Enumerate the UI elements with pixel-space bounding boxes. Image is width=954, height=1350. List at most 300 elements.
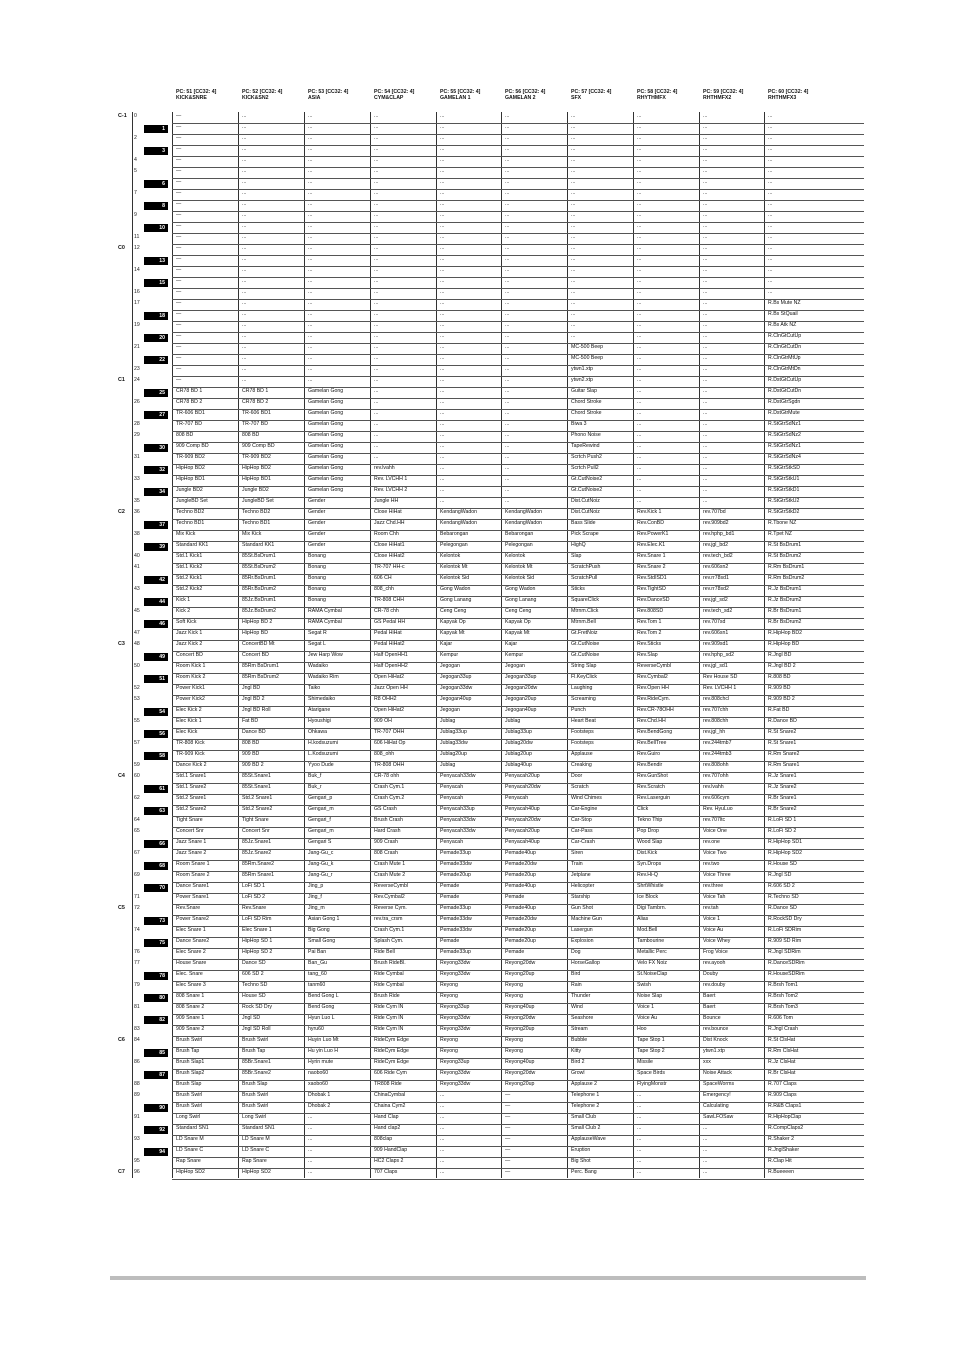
table-cell: Kelontok Mt [440,564,468,570]
table-cell: ... [571,311,576,317]
table-cell: hyru60 [308,1026,324,1032]
table-cell: Techno BD1 [176,520,205,526]
table-cell: R.Rm BsDrum2 [768,575,805,581]
table-cell: Gt.FretNoiz [571,630,598,636]
table-cell: Gamelan Gong [308,487,344,493]
table-cell: ... [703,1147,708,1153]
table-cell: Bubble [571,1037,588,1043]
table-cell: Jegogan33up [440,674,472,680]
table-cell: Dance BD [242,729,266,735]
table-cell: ... [637,1158,642,1164]
table-cell: Brush Swirl [242,1092,269,1098]
table-cell: Jegogan33up [505,674,537,680]
column-pc: PC: 57 [CC32: 4] [571,89,612,95]
table-cell: Buk_f [308,773,322,779]
table-cell: Rev.BendGong [637,729,673,735]
table-cell: R.Clap Hit [768,1158,792,1164]
table-cell: Reyong20dw [505,1015,536,1021]
table-cell: rev.707ohh [703,773,729,779]
table-cell: Brush Slap [176,1081,202,1087]
table-cell: ... [571,234,576,240]
table-cell: ... [703,454,708,460]
table-cell: Jegogan [440,663,460,669]
table-cell: Reyong33up [440,1004,470,1010]
black-key-number: 94 [144,1148,168,1156]
table-cell: ... [571,256,576,262]
column-pc: PC: 54 [CC32: 4] [374,89,415,95]
black-key-number: 78 [144,972,168,980]
table-cell: ... [768,179,773,185]
table-cell: Long Swirl [242,1114,267,1120]
table-cell: ... [703,190,708,196]
table-cell: — [176,366,182,372]
column-kit-name: RHYTHMFX [637,95,666,102]
table-cell: HipHop SD2 [176,1169,205,1175]
table-cell: 909 Comp BD [242,443,275,449]
table-cell: ... [308,168,313,174]
table-cell: Dance Snare1 [176,883,210,889]
table-cell: TR-808 Kick [176,740,205,746]
table-cell: Jublag [440,762,456,768]
table-cell: Tight Snare [242,817,269,823]
table-cell: Emergency! [703,1092,731,1098]
table-cell: Rev. LVCHH 1 [374,476,408,482]
white-key-number: 71 [134,894,140,900]
table-cell: rev.three [703,883,724,889]
table-cell: ... [440,399,445,405]
black-key-number: 13 [144,257,168,265]
table-cell: Elec Snare 2 [176,949,206,955]
black-key-number: 10 [144,224,168,232]
white-key-number: 41 [134,564,140,570]
table-cell: TR-909 BD2 [176,454,205,460]
table-cell: ... [440,432,445,438]
table-cell: ... [440,245,445,251]
table-cell: — [505,1147,511,1153]
table-cell: ... [374,113,379,119]
table-cell: Power Snare2 [176,916,209,922]
table-cell: Click [637,806,649,812]
table-cell: ... [703,498,708,504]
table-cell: 85Jz.BsDrum2 [242,608,277,614]
table-cell: ... [637,399,642,405]
white-key-number: 59 [134,762,140,768]
black-key-number: 32 [144,466,168,474]
table-cell: ... [374,201,379,207]
table-cell: ... [637,234,642,240]
table-cell: Car-Pass [571,828,593,834]
table-cell: ... [505,388,510,394]
table-cell: R.StGtrSdNz4 [768,454,801,460]
table-cell: Wood Slap [637,839,663,845]
table-cell: HipHop BD1 [176,476,205,482]
black-key-number: 27 [144,411,168,419]
table-cell: ... [308,333,313,339]
black-key-number: 22 [144,356,168,364]
table-cell: — [176,355,182,361]
table-cell: Tambourine [637,938,665,944]
table-cell: 909 Comp BD [176,443,209,449]
table-cell: Machine Gun [571,916,602,922]
table-cell: Gong Lanang [440,597,472,603]
table-cell: Rev. HyuLuo [703,806,733,812]
table-cell: Shimedaiko [308,696,336,702]
table-cell: Baert [703,1004,716,1010]
table-cell: Gong Wadon [440,586,471,592]
table-cell: ... [703,245,708,251]
black-key-number: 58 [144,752,168,760]
table-cell: ... [637,168,642,174]
table-cell: ... [768,267,773,273]
table-cell: ... [703,410,708,416]
table-cell: ... [374,311,379,317]
table-cell: ... [242,146,247,152]
table-cell: R.St BsDrum1 [768,542,802,548]
white-key-number: 77 [134,960,140,966]
table-cell: Close HiHat [374,509,402,515]
white-key-number: 0 [134,113,137,119]
table-cell: ... [505,366,510,372]
white-key-number: 86 [134,1059,140,1065]
table-cell: R.LoFi SD 1 [768,817,797,823]
table-cell: GS Pedal HH [374,619,406,625]
table-cell: TR-707 OHH [374,729,405,735]
table-cell: CR78 BD 2 [242,399,269,405]
table-cell: Splash Cym. [374,938,404,944]
table-cell: ... [374,245,379,251]
table-cell: ... [242,333,247,339]
table-cell: R.CompClaps2 [768,1125,804,1131]
table-cell: ... [440,1092,445,1098]
table-cell: Reyong33dw [440,971,471,977]
table-cell: Kempur [505,652,524,658]
white-key-number: 33 [134,476,140,482]
table-cell: ... [703,355,708,361]
table-cell: ... [440,135,445,141]
table-cell: ... [242,124,247,130]
table-cell: Gamelan Gong [308,399,344,405]
table-cell: ... [637,355,642,361]
table-cell: ... [505,113,510,119]
table-cell: Train [571,861,583,867]
table-cell: R.Brsh Tom3 [768,1004,798,1010]
table-cell: ... [440,344,445,350]
table-cell: ... [571,267,576,273]
table-cell: ... [637,1125,642,1131]
table-cell: ... [505,487,510,493]
table-cell: 808 Snare 1 [176,993,205,999]
table-cell: HipHop BD 2 [242,619,273,625]
table-cell: R.St Snare1 [768,740,797,746]
table-cell: ... [440,168,445,174]
table-cell: rev.808ohh [703,762,729,768]
table-cell: TR-707 BD [242,421,268,427]
table-cell: Pemade [440,883,460,889]
table-cell: Brush Slap2 [176,1070,205,1076]
table-cell: Noise Slap [637,993,663,999]
table-cell: Rock SD Dry [242,1004,272,1010]
table-cell: Applause 2 [571,1081,597,1087]
black-key-number: 70 [144,884,168,892]
table-cell: ... [703,223,708,229]
table-cell: 85St.Snare1 [242,784,271,790]
table-cell: ... [768,212,773,218]
table-cell: ... [505,179,510,185]
table-cell: rev.jgl_hh [703,729,726,735]
table-cell: ... [768,201,773,207]
table-cell: rev.909sd1 [703,641,729,647]
table-cell: Bonang [308,597,326,603]
white-key-number: 21 [134,344,140,350]
table-cell: Ceng Ceng [505,608,532,614]
table-cell: 909 OH [374,718,392,724]
table-cell: — [176,344,182,350]
table-cell: R.ClnGtCutUp [768,333,802,339]
table-cell: R.Jngl BD 2 [768,663,796,669]
table-cell: Buk_r [308,784,322,790]
table-cell: rev.606cym [703,795,730,801]
white-key-number: 14 [134,267,140,273]
table-cell: ... [308,1147,313,1153]
table-cell: 808 BD [176,432,194,438]
table-cell: 909 HandClap [374,1147,408,1153]
table-cell: R.707 Claps [768,1081,797,1087]
black-key-number: 34 [144,488,168,496]
table-cell: R.808 BD [768,674,791,680]
table-cell: ... [440,1158,445,1164]
table-cell: ... [768,190,773,196]
table-cell: KendangWadon [440,520,478,526]
table-cell: Jublag20up [505,751,532,757]
table-cell: Jublag33dw [440,740,468,746]
table-cell: Segat R [308,630,327,636]
table-cell: rev.douby [703,982,726,988]
table-cell: ... [571,157,576,163]
table-cell: — [176,201,182,207]
table-cell: Penyacah20up [505,773,540,779]
column-kit-name: GAMELAN 2 [505,95,536,102]
table-cell: ... [637,256,642,262]
table-cell: Open HiHat2 [374,674,404,680]
table-cell: TR-606 BD1 [176,410,205,416]
table-cell: MC-500 Beep [571,344,604,350]
table-cell: Elec Snare 3 [176,982,206,988]
table-cell: Crash Cym.1 [374,927,405,933]
table-cell: 909 BD 2 [242,762,264,768]
table-cell: R8 OHH2 [374,696,397,702]
table-cell: ... [703,377,708,383]
table-cell: ... [637,443,642,449]
table-cell: ... [374,344,379,350]
table-cell: Kelontok [505,553,526,559]
table-cell: Kelontok Mt [505,564,533,570]
black-key-number: 30 [144,444,168,452]
table-cell: Ride Cym IN [374,1004,404,1010]
table-cell: Jublag [505,718,521,724]
table-cell: Power Snare1 [176,894,209,900]
table-cell: Kapyak Mt [440,630,465,636]
table-cell: ... [440,278,445,284]
table-cell: Std.2 Snare1 [242,795,273,801]
table-cell: ... [308,256,313,262]
table-cell: rev.hphp_sd2 [703,652,735,658]
table-cell: Jing_p [308,883,324,889]
table-cell: ... [505,190,510,196]
table-cell: — [176,289,182,295]
table-cell: rev.rr78sd2 [703,586,729,592]
table-cell: Pemade33dw [440,916,472,922]
table-cell: LoFi SD Rim [242,916,272,922]
table-cell: ... [308,278,313,284]
table-cell: R.Jz BsDrum2 [768,597,802,603]
table-cell: Frog Voice [703,949,728,955]
table-cell: Dance Kick 2 [176,762,207,768]
table-cell: Ride Cymbal [374,982,404,988]
table-cell: ... [768,278,773,284]
table-cell: ... [242,322,247,328]
table-cell: Pelegongan [440,542,468,548]
table-cell: 808 BD [242,740,260,746]
table-cell: Brush Ride [374,993,400,999]
table-cell: ... [374,355,379,361]
table-cell: Small Club 2 [571,1125,601,1131]
table-cell: Explosion [571,938,594,944]
white-key-number: 31 [134,454,140,460]
table-cell: ... [703,487,708,493]
black-key-number: 49 [144,653,168,661]
black-key-number: 44 [144,598,168,606]
table-cell: xaobo60 [308,1081,328,1087]
table-cell: 606 Ride Cym [374,1070,407,1076]
table-cell: — [505,1103,511,1109]
table-cell: ... [374,256,379,262]
table-cell: xxx [703,1059,711,1065]
table-cell: Brush Tap [242,1048,266,1054]
table-cell: ... [440,377,445,383]
table-cell: ytwn1.xtp [571,366,593,372]
table-cell: ... [637,1169,642,1175]
table-cell: ... [505,234,510,240]
table-cell: ... [505,289,510,295]
table-cell: ... [374,421,379,427]
table-cell: — [176,278,182,284]
table-cell: SawLFOSaw [703,1114,734,1120]
table-cell: Perc. Bang [571,1169,597,1175]
table-cell: Dist.Kick [637,850,658,856]
table-cell: Hyoushigi [308,718,331,724]
column-kit-name: RHTHMFX2 [703,95,732,102]
table-cell: — [505,1125,511,1131]
table-cell: Siren [571,850,584,856]
table-cell: rev.jgl_bd2 [703,542,728,548]
table-cell: R.Dance SD [768,905,797,911]
white-key-number: 2 [134,135,137,141]
table-cell: HipHop SD 2 [242,949,273,955]
white-key-number: 29 [134,432,140,438]
octave-label: C5 [118,905,125,911]
table-cell: Gamelan Gong [308,454,344,460]
table-cell: ... [440,1136,445,1142]
table-cell: ... [308,267,313,273]
table-cell: ... [308,300,313,306]
table-cell: Jublag20dw [505,740,533,746]
table-cell: Rev.GunShot [637,773,668,779]
table-cell: Brush Slap [242,1081,268,1087]
table-cell: rev.808chh [703,718,729,724]
table-cell: ... [571,223,576,229]
table-cell: Jazz Snare 2 [176,850,207,856]
table-cell: Jazz Kick 2 [176,641,203,647]
table-cell: Reyong [505,1048,523,1054]
table-cell: Rev.Bendir [637,762,663,768]
table-cell: Brush Crash [374,817,403,823]
black-key-number: 1 [144,125,168,133]
table-cell: R.HipHopClap [768,1114,802,1120]
table-cell: ... [440,465,445,471]
table-cell: Scratch [571,784,589,790]
table-cell: ... [768,135,773,141]
table-cell: Gong Lanang [505,597,537,603]
column-kit-name: RHTHMFX3 [768,95,797,102]
table-cell: Sticks [571,586,585,592]
table-cell: ... [440,223,445,229]
table-cell: ... [505,454,510,460]
table-cell: R.HipHop BD2 [768,630,803,636]
table-cell: Telephone 2 [571,1103,600,1109]
table-cell: ... [308,1125,313,1131]
table-cell: ... [637,1136,642,1142]
table-cell: H.kodsuzumi [308,740,338,746]
table-cell: Crash Cym.1 [374,784,405,790]
table-cell: R.StGtrStkD2 [768,509,800,515]
table-cell: HipHop BD2 [176,465,205,471]
table-cell: ... [505,432,510,438]
table-cell: Reyong20up [505,971,535,977]
table-cell: ... [703,399,708,405]
table-cell: ... [374,366,379,372]
table-cell: rev.tech_sd2 [703,608,733,614]
table-cell: Fl.KeyClick [571,674,597,680]
table-cell: ... [505,256,510,262]
table-cell: ... [768,157,773,163]
table-cell: ... [703,366,708,372]
table-cell: ... [440,454,445,460]
table-cell: R.Jz BsDrum1 [768,586,802,592]
black-key-number: 39 [144,543,168,551]
table-cell: Brush Tap [176,1048,200,1054]
table-cell: Helicopter [571,883,595,889]
table-cell: R.LoFi SD 2 [768,828,797,834]
table-cell: R.909 SD Rim [768,938,802,944]
table-cell: R.909 Claps [768,1092,797,1098]
table-cell: R.StGtrSdNz1 [768,443,801,449]
table-cell: Tape Stop 2 [637,1048,665,1054]
table-cell: Rap Snare [176,1158,201,1164]
table-cell: MC-500 Beep [571,355,604,361]
table-cell: R.House SD [768,861,797,867]
table-cell: Ride Cym IN [374,1026,404,1032]
table-cell: ScratchPush [571,564,601,570]
table-cell: Pemade20up [505,927,536,933]
table-cell: ... [703,300,708,306]
table-cell: ... [308,234,313,240]
table-cell: ... [703,146,708,152]
table-cell: RideCym Edge [374,1059,409,1065]
table-cell: Jegogan40up [440,696,472,702]
table-cell: Rev.Scratch [637,784,665,790]
table-cell: Reyong33up [440,1059,470,1065]
black-key-number: 87 [144,1071,168,1079]
